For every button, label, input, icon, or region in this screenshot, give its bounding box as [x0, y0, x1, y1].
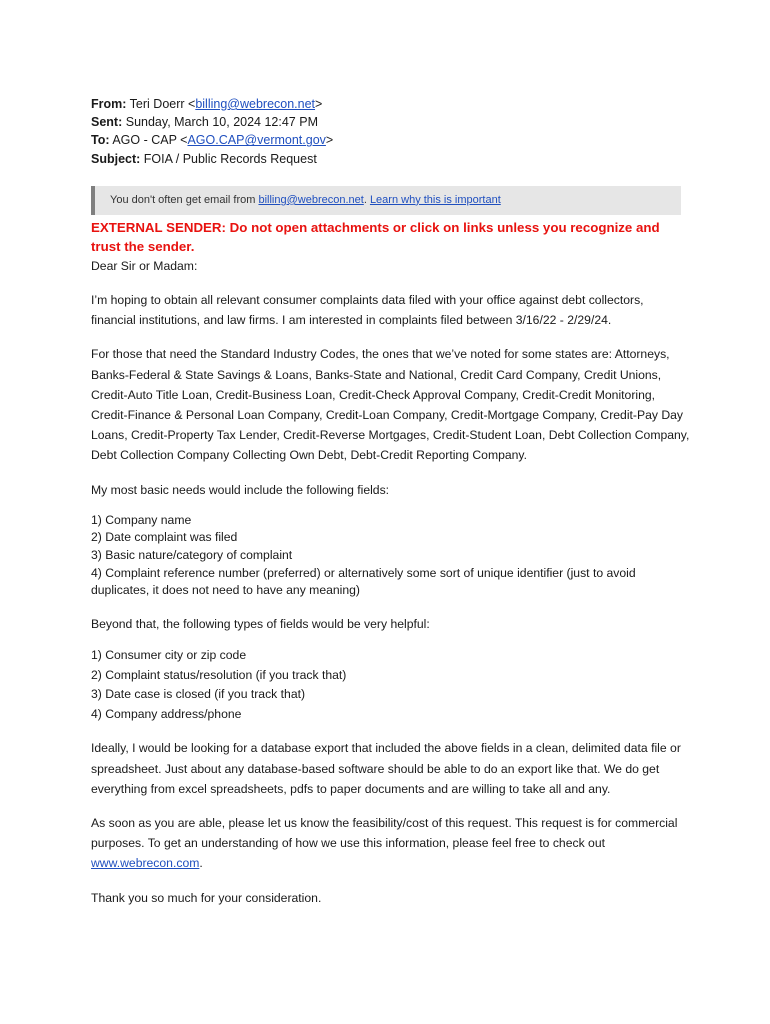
subject-value: FOIA / Public Records Request [143, 151, 317, 166]
paragraph-basic-needs: My most basic needs would include the following fields: [91, 482, 390, 497]
list-item: 1) Company name [91, 512, 192, 527]
banner-email-link[interactable]: billing@webrecon.net [258, 193, 364, 206]
first-contact-banner [91, 186, 681, 215]
feasibility-text: As soon as you are able, please let us know the feasibility/cost of this request. This request is for commercial purposes. To get an understanding of how we use this information, please feel free to check out [91, 816, 678, 851]
learn-why-link[interactable]: Learn why this is important [369, 193, 501, 206]
paragraph-request: I’m hoping to obtain all relevant consumer complaints data filed with your office against debt collectors, financial institutions, and law firms. I am interested in complaints filed between 3/16/22 - 2/29/24. [91, 293, 644, 328]
banner-prefix: You don't often get email from [110, 193, 256, 206]
list-item: 1) Consumer city or zip code [91, 648, 247, 663]
subject-line [91, 150, 691, 168]
list-item: 4) Company address/phone [91, 706, 242, 721]
feasibility-end: . [199, 856, 203, 871]
sent-label: Sent: [91, 115, 123, 130]
paragraph-helpful-fields: Beyond that, the following types of fields would be very helpful: [91, 616, 430, 631]
paragraph-database-export: Ideally, I would be looking for a database export that included the above fields in a clean, delimited data file or spreadsheet. Just about any database-based software should be able to do an export like that. We do get everything from excel spreadsheets, pdfs to paper documents and are willing to take all and any. [91, 741, 681, 796]
paragraph-feasibility [91, 813, 691, 874]
from-label: From: [91, 97, 127, 111]
list-item: 3) Date case is closed (if you track that) [91, 687, 306, 702]
sent-line [91, 113, 691, 131]
from-name: Teri Doerr [129, 97, 185, 111]
from-email-link[interactable]: billing@webrecon.net [195, 97, 316, 111]
email-header [91, 95, 691, 168]
email-body [91, 256, 691, 908]
greeting: Dear Sir or Madam: [91, 258, 198, 273]
external-sender-warning: EXTERNAL SENDER: Do not open attachments or click on links unless you recognize and trust the sender. [91, 219, 660, 254]
from-line: From: Teri Doerr <billing@webrecon.net> [91, 97, 323, 111]
banner-separator: . [363, 193, 367, 206]
list-item: 2) Complaint status/resolution (if you track that) [91, 667, 347, 682]
helpful-fields-list [91, 646, 691, 724]
to-line: To: AGO - CAP <AGO.CAP@vermont.gov> [91, 133, 334, 148]
list-item: 3) Basic nature/category of complaint [91, 548, 293, 563]
webrecon-site-link[interactable]: www.webrecon.com [91, 856, 200, 871]
list-item: 2) Date complaint was filed [91, 530, 238, 545]
to-email-link[interactable]: AGO.CAP@vermont.gov [187, 133, 326, 148]
sent-value: Sunday, March 10, 2024 12:47 PM [125, 115, 318, 130]
list-item: 4) Complaint reference number (preferred) or alternatively some sort of unique identifier (just to avoid duplicates, it does not need to have any meaning) [91, 565, 636, 598]
to-name: AGO - CAP [112, 133, 177, 148]
paragraph-industry-codes: For those that need the Standard Industry Codes, the ones that we’ve noted for some states are: Attorneys, Banks-Federal & State Savings & Loans, Banks-State and National, Credit Card Company, Credit Unions, Credit-Auto Title Loan, Credit-Business Loan, Credit-Check Approval Company, Credit-Credit Monitoring, Credit-Finance & Personal Loan Company, Credit-Loan Company, Credit-Mortgage Company, Credit-Pay Day Loans, Credit-Property Tax Lender, Credit-Reverse Mortgages, Credit-Student Loan, Debt Collection Company, Debt Collection Company Collecting Own Debt, Debt-Credit Reporting Company. [91, 347, 690, 463]
basic-fields-list [91, 512, 691, 600]
closing-line: Thank you so much for your consideration. [91, 890, 322, 905]
subject-label: Subject: [91, 151, 141, 166]
email-document [91, 95, 691, 908]
to-label: To: [91, 133, 110, 148]
